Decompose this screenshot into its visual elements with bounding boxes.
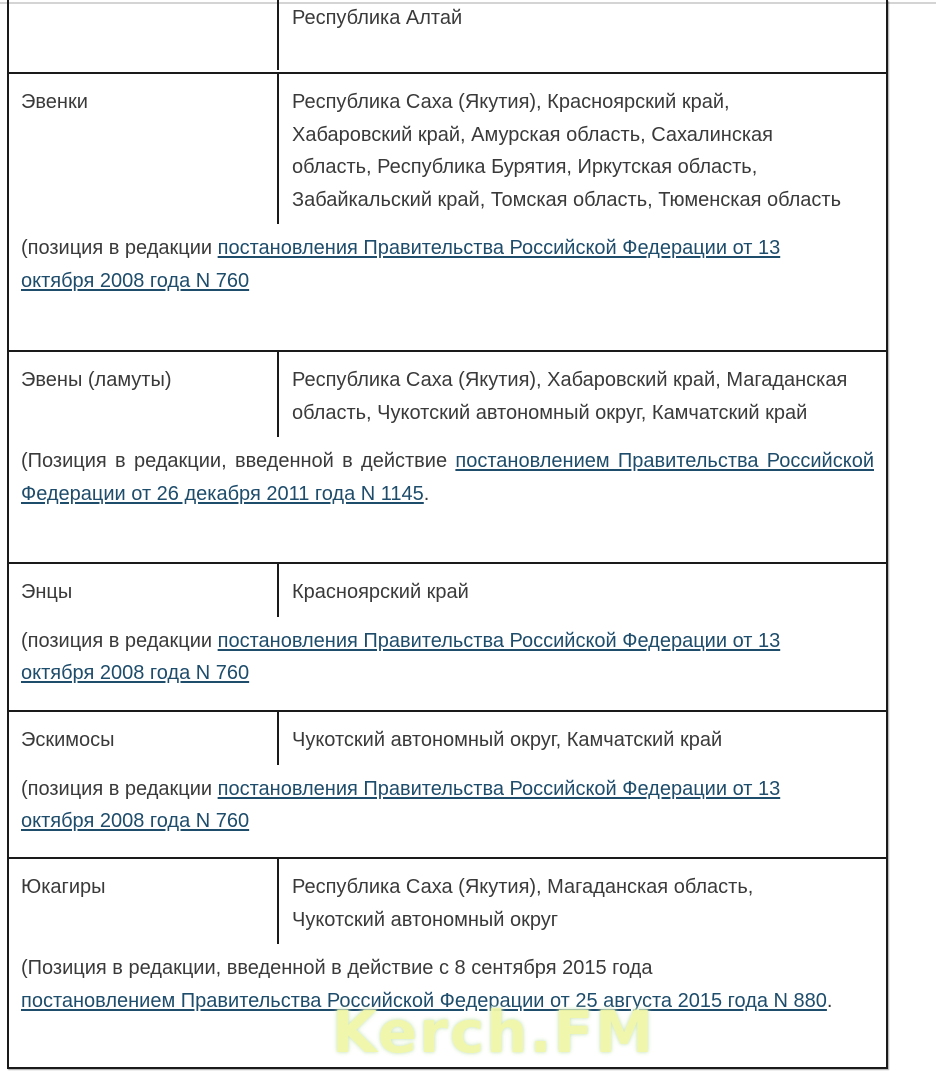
region-list: Красноярский край [277,564,886,617]
decree-link[interactable]: постановлением Правительства Российской Федерации от 25 августа 2015 года N 880 [21,989,827,1012]
revision-note [9,224,886,297]
revision-note-suffix: . [423,482,430,505]
revision-note-prefix: (Позиция в редакции, введенной в действие с 8 сентября 2015 года [21,957,653,979]
region-list: Чукотский автономный округ, Камчатский край [277,712,886,765]
people-name [9,0,277,70]
table-row [9,857,886,1067]
decree-link[interactable]: постановлением Правительства Российской Федерации от 26 декабря 2011 года N 1145 [21,450,874,505]
table-row [9,72,886,350]
table-row [9,562,886,710]
people-name: Эвены (ламуты) [21,369,172,391]
peoples-regions-table [7,0,888,1069]
region-list: Республика Саха (Якутия), Магаданская область, Чукотский автономный округ [277,859,886,944]
revision-note-prefix: (Позиция в редакции, введенной в действие [21,450,456,472]
people-name: Энцы [21,581,73,603]
decree-link[interactable]: постановления Правительства Российской Федерации от 13 октября 2008 года N 760 [21,237,781,292]
region-list: Республика Саха (Якутия), Красноярский край, Хабаровский край, Амурская область, Сахалинская область, Республика Бурятия, Иркутская область, Забайкальский край, Томская область, Тюменская область [277,74,886,224]
revision-note-prefix: (позиция в редакции [21,777,218,800]
people-name: Юкагиры [21,876,106,898]
decree-link[interactable]: постановления Правительства Российской Федерации от 13 октября 2008 года N 760 [21,777,781,832]
revision-note [9,944,886,1017]
region-list: Республика Саха (Якутия), Хабаровский край, Магаданская область, Чукотский автономный округ, Камчатский край [277,352,886,437]
table-row [9,350,886,562]
people-name: Эвенки [21,91,88,113]
decree-link[interactable]: постановления Правительства Российской Федерации от 13 октября 2008 года N 760 [21,629,781,684]
people-name: Эскимосы [21,729,115,751]
revision-note [9,617,886,690]
revision-note [9,437,886,510]
table-row [9,710,886,857]
region-list: Республика Алтай [277,0,886,70]
revision-note-suffix: . [826,989,833,1012]
revision-note-prefix: (позиция в редакции [21,629,218,652]
table-row [9,0,886,72]
watermark-logo: Kerch.FM [332,998,655,1066]
revision-note [9,765,886,838]
revision-note-prefix: (позиция в редакции [21,237,218,259]
